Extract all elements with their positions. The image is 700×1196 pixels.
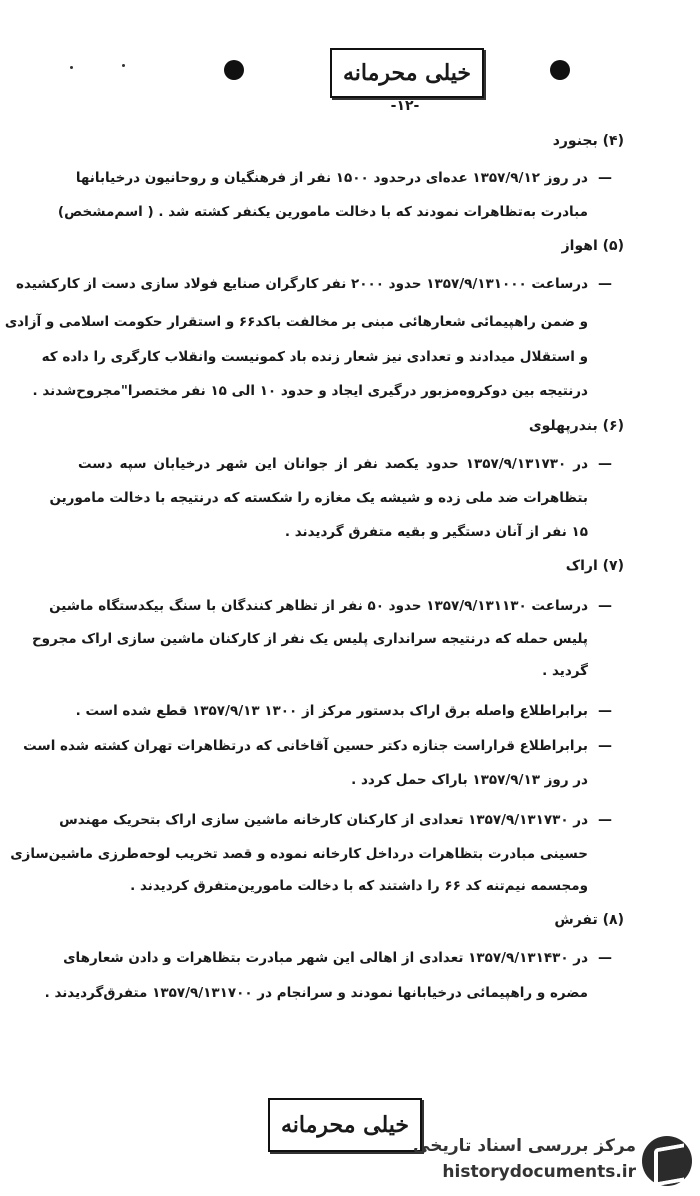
section-heading: (۵) اهواز [561, 238, 624, 254]
watermark-url: historydocuments.ir [442, 1162, 636, 1182]
bullet-dash: — [598, 456, 612, 472]
punch-hole-right [550, 60, 570, 80]
scan-speck [122, 64, 125, 67]
section-heading: (۸) تفرش [554, 912, 624, 928]
text-line: در روز ۱۳۵۷/۹/۱۳ باراک حمل کردد . [351, 772, 588, 788]
section-heading: (۴) بجنورد [552, 133, 624, 149]
section-heading: (۷) اراک [565, 558, 624, 574]
bullet-dash: — [598, 170, 612, 186]
section-heading: (۶) بندرپهلوی [528, 418, 624, 434]
archive-logo-icon [642, 1136, 692, 1186]
text-line: برابراطلاع قراراست جنازه دکتر حسین آقاخانی که درتظاهرات تهران کشته شده است [23, 738, 588, 754]
text-line: برابراطلاع واصله برق اراک بدستور مرکز از ۱۳۰۰ ۱۳۵۷/۹/۱۳ قطع شده است . [75, 703, 588, 719]
bullet-dash: — [598, 950, 612, 966]
page-number: -۱۲- [390, 98, 420, 114]
text-line: حسینی مبادرت بتظاهرات درداخل کارخانه نموده و قصد تخریب لوحه‌طرزی ماشین‌سازی [10, 846, 588, 862]
text-line: و استقلال میدادند و تعدادی نیز شعار زنده باد کمونیست وانقلاب کارگری را داده که [41, 349, 588, 365]
text-line: در روز ۱۳۵۷/۹/۱۲ عده‌ای درحدود ۱۵۰۰ نفر از فرهنگیان و روحانیون درخیابانها [75, 170, 588, 186]
scan-speck [70, 66, 73, 69]
text-line: در ۱۳۵۷/۹/۱۳۱۷۳۰ تعدادی از کارکنان کارخانه ماشین سازی اراک بتحریک مهندس [59, 812, 588, 828]
watermark [408, 1132, 692, 1190]
text-line: ومجسمه نیم‌تنه کد ۶۶ را داشتند که با دخالت مامورین‌متفرق کردیدند . [130, 878, 588, 894]
text-line: در ۱۳۵۷/۹/۱۳۱۷۳۰ حدود یکصد نفر از جوانان این شهر درخیابان سپه دست [78, 456, 589, 472]
text-line: در ۱۳۵۷/۹/۱۳۱۴۳۰ تعدادی از اهالی این شهر مبادرت بتظاهرات و دادن شعارهای [63, 950, 588, 966]
bullet-dash: — [598, 598, 612, 614]
text-line: درنتیجه بین دوکروه‌مزبور درگیری ایجاد و حدود ۱۰ الی ۱۵ نفر مختصرا"مجروح‌شدند . [32, 383, 588, 399]
bullet-dash: — [598, 812, 612, 828]
text-line: پلیس حمله که درنتیجه سرانداری پلیس یک نفر از کارکنان ماشین سازی اراک مجروح [31, 631, 588, 647]
bullet-dash: — [598, 738, 612, 754]
text-line: بتظاهرات ضد ملی زده و شیشه یک مغازه را شکسته که درنتیجه با دخالت مامورین [49, 490, 588, 506]
text-line: و ضمن راهپیمائی شعارهائی مبنی بر مخالفت باکد۶۶ و استقرار حکومت اسلامی و آزادی [4, 314, 588, 330]
text-line: درساعت ۱۳۵۷/۹/۱۳۱۰۰۰ حدود ۲۰۰۰ نفر کارگران صنایع فولاد سازی دست از کارکشیده [16, 276, 588, 292]
punch-hole-left [224, 60, 244, 80]
bullet-dash: — [598, 703, 612, 719]
text-line: ۱۵ نفر از آنان دستگیر و بقیه متفرق گردیدند . [284, 524, 588, 540]
text-line: درساعت ۱۳۵۷/۹/۱۳۱۱۳۰ حدود ۵۰ نفر از تظاهر کنندگان با سنگ بیکدستگاه ماشین [49, 598, 588, 614]
bullet-dash: — [598, 276, 612, 292]
classification-stamp-top: خیلی محرمانه [330, 48, 484, 98]
classification-stamp-bottom: خیلی محرمانه [268, 1098, 422, 1152]
text-line: مبادرت به‌تظاهرات نمودند که با دخالت مامورین یکنفر کشته شد . ( اسم‌مشخص) [57, 204, 588, 220]
text-line: گردید . [542, 663, 588, 679]
watermark-title: مرکز بررسی اسناد تاریخی [413, 1136, 636, 1156]
text-line: مضره و راهپیمائی درخیابانها نمودند و سرانجام در ۱۳۵۷/۹/۱۳۱۷۰۰ متفرق‌گردیدند . [44, 985, 588, 1001]
